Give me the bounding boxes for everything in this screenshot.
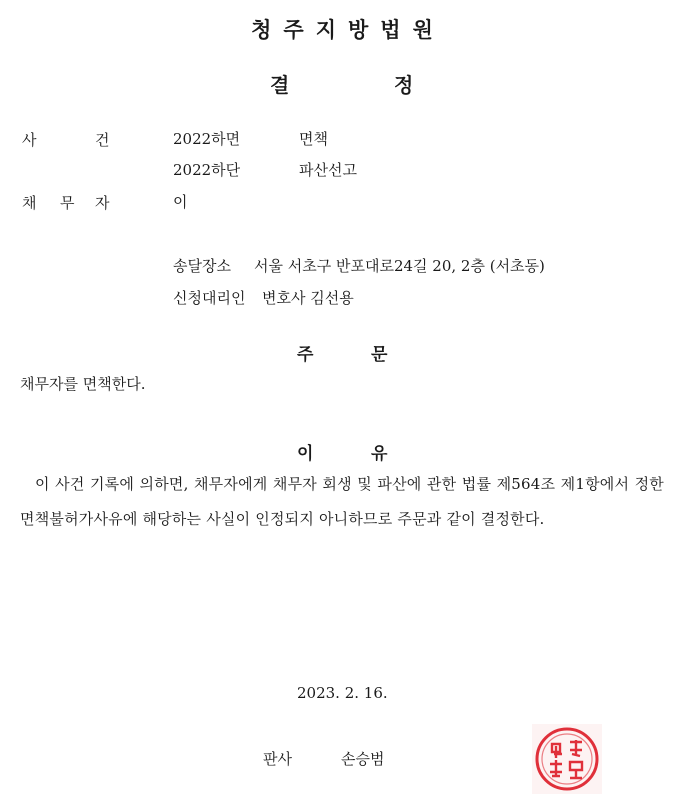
case-label-2: 건	[95, 131, 110, 149]
reason-text: 이 사건 기록에 의하면, 채무자에게 채무자 회생 및 파산에 관한 법률 제564조 제1항에서 정한 면책불허가사유에 해당하는 사실이 인정되지 아니하므로 주문과 같이 결정한다.	[20, 475, 664, 528]
reason-heading-right: 유	[371, 444, 388, 464]
agent-name: 변호사 김선용	[262, 289, 354, 307]
agent-label: 신청대리인	[173, 289, 246, 307]
order-heading-right: 문	[371, 345, 388, 365]
judge-name: 손승범	[341, 750, 385, 768]
doc-title-left: 결	[270, 73, 290, 97]
debtor-label-3: 자	[95, 194, 110, 212]
judge-seal-icon	[530, 722, 604, 796]
case-label-1: 사	[22, 131, 37, 149]
decision-date: 2023. 2. 16.	[297, 684, 388, 702]
service-label: 송달장소	[173, 257, 231, 275]
service-address: 서울 서초구 반포대로24길 20, 2층 (서초동)	[254, 257, 545, 275]
case-number-2: 2022하단	[173, 161, 241, 179]
court-name: 청주지방법원	[251, 18, 445, 42]
reason-heading-left: 이	[297, 444, 314, 464]
case-name-1: 면책	[299, 130, 328, 148]
debtor-label-2: 무	[60, 194, 75, 212]
judge-title: 판사	[263, 750, 292, 768]
case-name-2: 파산선고	[299, 161, 357, 179]
case-number-1: 2022하면	[173, 130, 241, 148]
order-heading-left: 주	[297, 345, 314, 365]
debtor-name: 이	[173, 193, 188, 211]
doc-title-right: 정	[394, 73, 414, 97]
debtor-label-1: 채	[22, 194, 37, 212]
order-text: 채무자를 면책한다.	[20, 375, 146, 393]
